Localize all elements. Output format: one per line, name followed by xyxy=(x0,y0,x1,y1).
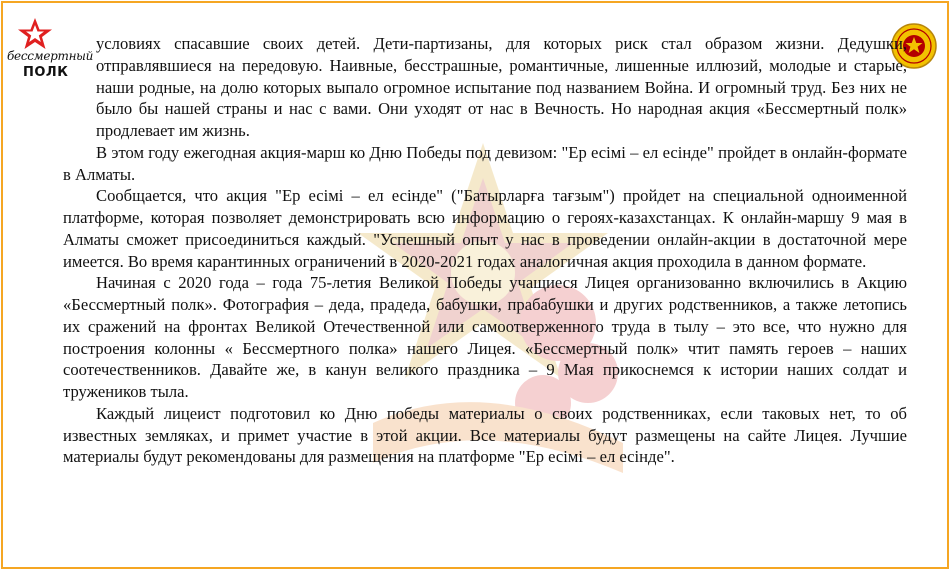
article-body xyxy=(63,33,907,468)
logo-text-line2: ПОЛК xyxy=(23,65,69,80)
paragraph: В этом году ежегодная акция-марш ко Дню Победы под девизом: "Ер есімі – ел есінде" пройдет в онлайн-формате в Алматы. xyxy=(63,142,907,184)
logo-text-line1: бессмертный xyxy=(7,49,94,63)
paragraph: условиях спасавшие своих детей. Дети-партизаны, для которых риск стал образом жизни. Дедушки, отправлявшиеся на передовую. Наивные, бесстрашные, романтичные, лишенные иллюзий, молодые и старые, наши родные, на долю которых выпало огромное испытание под названием Война. И огромный труд. Без них не было бы нашей страны и нас с вами. Они уходят от нас в Вечность. Но народная акция «Бессмертный полк» продлевает им жизнь. xyxy=(96,34,907,140)
paragraph: Начиная с 2020 года – года 75-летия Великой Победы учащиеся Лицея организованно включились в Акцию «Бессмертный полк». Фотография – деда, прадеда, бабушки, прабабушки и других родственников, а также летопись их сражений на фронтах Великой Отечественной или самоотверженного труда в тылу – это все, что нужно для построения колонны « Бессмертного полка» нашего Лицея. «Бессмертный полк» чтит память героев – наших соотечественников. Давайте же, в канун великого праздника – 9 Мая прикоснемся к истории наших солдат и тружеников тыла. xyxy=(63,273,907,401)
page-frame xyxy=(1,1,949,569)
paragraph: Каждый лицеист подготовил ко Дню победы материалы о своих родственниках, если таковых нет, то об известных земляках, и примет участие в этой акции. Все материалы будут размещены на сайте Лицея. Лучшие материалы будут рекомендованы для размещения на платформе "Ер есімі – ел есінде". xyxy=(63,403,907,467)
immortal-regiment-star-icon xyxy=(17,17,53,51)
paragraph: Сообщается, что акция "Ер есімі – ел есінде" ("Батырларға тағзым") пройдет на специальной одноименной платформе, которая позволяет демонстрировать всю информацию о героях-казахстанцах. К онлайн-маршу 9 мая в Алматы сможет присоединиться каждый. "Успешный опыт у нас в проведении онлайн-акции в достаточной мере имеется. Во время карантинных ограничений в 2020-2021 годах аналогичная акция проходила в данном формате. xyxy=(63,186,907,271)
